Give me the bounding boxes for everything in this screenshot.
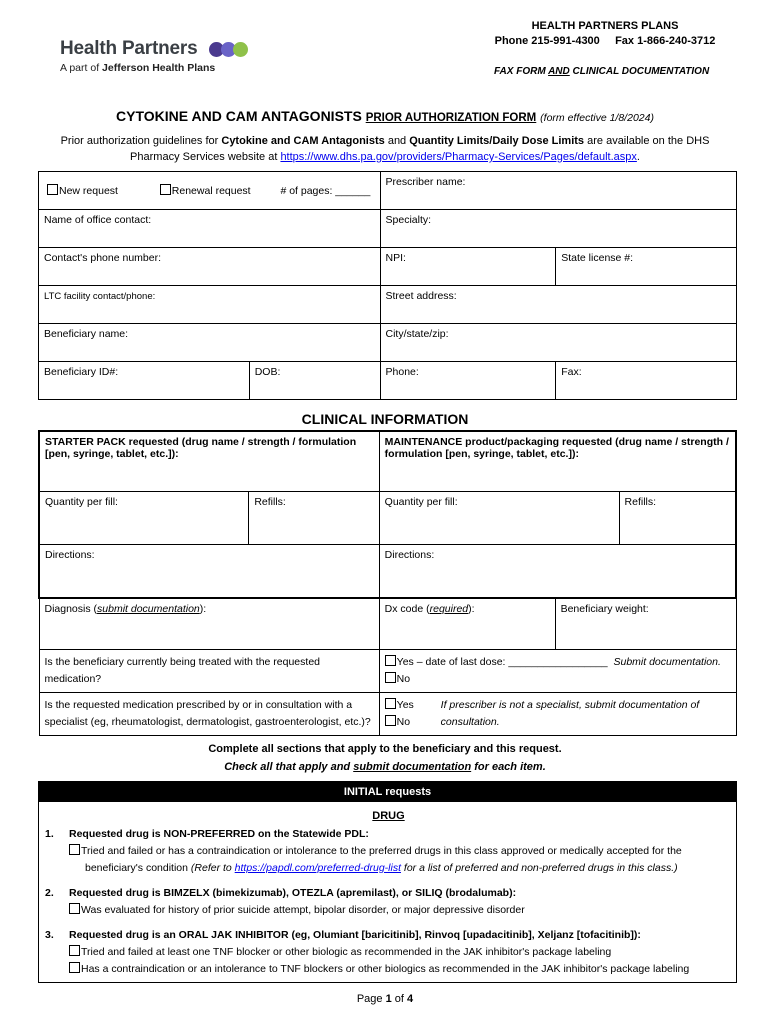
instructions-line1: Complete all sections that apply to the beneficiary and this request.: [208, 743, 562, 755]
dx-label-a: Dx code (: [384, 603, 430, 615]
starter-refills-field[interactable]: [249, 491, 379, 544]
maint-refills-field[interactable]: [619, 491, 736, 544]
city-state-zip-field[interactable]: [380, 324, 736, 362]
item1-opt1-label: Tried and failed or has a contraindication or intolerance to the preferred drugs in this class approved or medically accepted for the: [81, 845, 682, 857]
dhs-link[interactable]: https://www.dhs.pa.gov/providers/Pharmacy-Services/Pages/default.aspx: [280, 151, 637, 163]
office-contact-label: Name of office contact:: [44, 214, 152, 226]
request-info-table: [38, 171, 737, 400]
logo-tagline-prefix: A part of: [60, 62, 103, 74]
item3-opt2-checkbox[interactable]: [69, 962, 80, 973]
instructions-line2-u: submit documentation: [353, 761, 472, 773]
current-no-checkbox[interactable]: [385, 672, 396, 683]
logo-tagline: [60, 62, 248, 74]
logo-dots-icon: [209, 42, 248, 57]
new-request-checkbox[interactable]: [47, 184, 58, 195]
starter-qty-field[interactable]: [39, 491, 249, 544]
npi-label: NPI:: [385, 252, 406, 264]
initial-item-2: [45, 885, 735, 919]
num-pages-field[interactable]: # of pages: ______: [280, 185, 371, 197]
dob-label: DOB:: [254, 366, 281, 378]
dob-field[interactable]: [249, 362, 380, 400]
npi-field[interactable]: [380, 248, 556, 286]
page-label: Page: [356, 993, 386, 1005]
intro-t3: are available on the DHS: [584, 135, 710, 147]
beneficiary-id-field[interactable]: [39, 362, 250, 400]
item1-heading: Requested drug is NON-PREFERRED on the Statewide PDL:: [69, 828, 369, 840]
item3-opt1-checkbox[interactable]: [69, 945, 80, 956]
form-title: [0, 108, 770, 124]
city-state-zip-label: City/state/zip:: [385, 328, 449, 340]
dx-label-u: required: [429, 603, 469, 615]
instructions-line2: [0, 758, 770, 776]
intro-text: [20, 133, 750, 165]
clinical-title: CLINICAL INFORMATION: [301, 411, 469, 427]
item3-opt1-label: Tried and failed at least one TNF blocker or other biologic as recommended in the JAK inhibitor's package labeling: [81, 946, 612, 958]
initial-item-1: [45, 826, 735, 877]
page-current: 1: [385, 993, 392, 1005]
street-address-label: Street address:: [385, 290, 457, 302]
fax-form-a: FAX FORM: [494, 66, 549, 77]
maint-directions-field[interactable]: [379, 544, 736, 598]
item1-cont-i1: (Refer to: [190, 862, 235, 874]
instructions: [0, 740, 770, 776]
item1-num: 1.: [45, 828, 54, 840]
new-request-label: New request: [59, 185, 118, 197]
org-phone: Phone 215-991-4300: [494, 35, 600, 47]
fax-field[interactable]: [556, 362, 737, 400]
logo-tagline-bold: Jefferson Health Plans: [102, 62, 216, 74]
intro-t5: .: [636, 151, 640, 163]
specialist-note: If prescriber is not a specialist, submit documentation of consultation.: [440, 698, 700, 728]
specialist-question: [39, 692, 379, 735]
item2-heading: Requested drug is BIMZELX (bimekizumab), OTEZLA (apremilast), or SILIQ (brodalumab):: [69, 887, 517, 899]
current-treatment-answers: [379, 649, 736, 692]
diagnosis-label-u: submit documentation: [97, 603, 200, 615]
diagnosis-field[interactable]: [39, 598, 379, 649]
fax-label: Fax:: [561, 366, 582, 378]
maint-qty-label: Quantity per fill:: [384, 495, 458, 508]
current-yes-checkbox[interactable]: [385, 655, 396, 666]
intro-t1: Prior authorization guidelines for: [60, 135, 222, 147]
starter-qty-label: Quantity per fill:: [45, 495, 118, 508]
org-contact: [480, 35, 730, 47]
submit-doc-note: Submit documentation.: [613, 655, 721, 668]
state-license-field[interactable]: [556, 248, 737, 286]
beneficiary-name-label: Beneficiary name:: [44, 328, 129, 340]
current-treatment-label: Is the beneficiary currently being treated with the requested medication?: [44, 655, 320, 685]
ltc-label: LTC facility contact/phone:: [44, 291, 156, 302]
specialty-label: Specialty:: [385, 214, 432, 226]
instructions-line2-a: Check all that apply and: [224, 761, 354, 773]
office-contact-field[interactable]: [39, 210, 381, 248]
specialist-no-label: No: [396, 715, 411, 728]
maint-qty-field[interactable]: [379, 491, 619, 544]
phone-label: Phone:: [385, 366, 419, 378]
current-yes-label: Yes – date of last dose: _________________: [396, 655, 608, 668]
item1-cont-a: beneficiary's condition: [85, 862, 191, 874]
specialty-field[interactable]: [380, 210, 736, 248]
org-fax: Fax 1-866-240-3712: [615, 35, 716, 47]
beneficiary-weight-field[interactable]: [555, 598, 736, 649]
street-address-field[interactable]: [380, 286, 736, 324]
item1-opt1-checkbox[interactable]: [69, 844, 80, 855]
intro-t2: and: [384, 135, 410, 147]
maint-refills-label: Refills:: [624, 495, 657, 508]
pdl-link[interactable]: https://papdl.com/preferred-drug-list: [234, 862, 401, 874]
contact-phone-field[interactable]: [39, 248, 381, 286]
current-no-label: No: [396, 672, 411, 685]
org-header: [480, 20, 730, 47]
specialist-yes-checkbox[interactable]: [385, 698, 396, 709]
initial-requests-bar: INITIAL requests: [39, 782, 736, 802]
title-effective: (form effective 1/8/2024): [540, 112, 654, 124]
diagnosis-label-b: ):: [199, 603, 207, 615]
item3-opt2-label: Has a contraindication or an intolerance to TNF blockers or other biologics as recommended in the JAK inhibitor's package labeling: [81, 963, 690, 975]
prescriber-name-label: Prescriber name:: [385, 176, 466, 188]
item3-heading: Requested drug is an ORAL JAK INHIBITOR (eg, Olumiant [baricitinib], Rinvoq [upadacitinib], Xeljanz [tofacitinib]):: [69, 929, 641, 941]
starter-refills-label: Refills:: [254, 495, 286, 508]
title-sub: PRIOR AUTHORIZATION FORM: [365, 112, 537, 124]
weight-label: Beneficiary weight:: [560, 603, 649, 615]
starter-directions-label: Directions:: [45, 548, 95, 561]
fax-form-and: AND: [548, 66, 570, 77]
item3-num: 3.: [45, 929, 54, 941]
item2-num: 2.: [45, 887, 54, 899]
fax-form-label: [494, 66, 709, 77]
renewal-request-checkbox[interactable]: [160, 184, 171, 195]
beneficiary-id-label: Beneficiary ID#:: [44, 366, 119, 378]
contact-phone-label: Contact's phone number:: [44, 252, 161, 264]
dx-label-b: ):: [468, 603, 475, 615]
page-number: [0, 993, 770, 1005]
maint-directions-label: Directions:: [384, 548, 435, 561]
starter-pack-label: STARTER PACK requested (drug name / strength / formulation [pen, syringe, tablet, etc.]):: [45, 436, 357, 460]
page-total: 4: [407, 993, 414, 1005]
starter-directions-field[interactable]: [39, 544, 379, 598]
maintenance-label: MAINTENANCE product/packaging requested (drug name / strength / formulation [pen, syringe, tablet, etc.]):: [384, 436, 729, 460]
instructions-line2-b: for each item.: [471, 761, 546, 773]
specialist-answers: [379, 692, 736, 735]
page-of: of: [391, 993, 408, 1005]
intro-b2: Quantity Limits/Daily Dose Limits: [409, 135, 585, 147]
intro-t4: Pharmacy Services website at: [130, 151, 281, 163]
item2-opt1-checkbox[interactable]: [69, 903, 80, 914]
ltc-field[interactable]: [39, 286, 381, 324]
dx-code-field[interactable]: [379, 598, 555, 649]
item1-cont-i2: for a list of preferred and non-preferred drugs in this class.): [401, 862, 678, 874]
title-main: CYTOKINE AND CAM ANTAGONISTS: [116, 108, 362, 124]
current-treatment-question: [39, 649, 379, 692]
renewal-request-label: Renewal request: [171, 185, 251, 197]
clinical-table: [38, 430, 737, 736]
maintenance-field[interactable]: [379, 431, 736, 491]
item2-opt1-label: Was evaluated for history of prior suicide attempt, bipolar disorder, or major depressive disorder: [81, 904, 525, 916]
request-type-cell: [39, 172, 381, 210]
specialist-question-label: Is the requested medication prescribed by or in consultation with a specialist (eg, rheumatologist, dermatologist, gastroenterologist, etc.)?: [44, 698, 371, 728]
initial-requests-box: [38, 781, 737, 983]
starter-pack-field[interactable]: [39, 431, 379, 491]
beneficiary-name-field[interactable]: [39, 324, 381, 362]
logo-dot-3: [233, 42, 248, 57]
specialist-yes-label: Yes: [396, 698, 414, 711]
diagnosis-label-a: Diagnosis (: [44, 603, 98, 615]
logo: [60, 38, 248, 74]
intro-b1: Cytokine and CAM Antagonists: [221, 135, 385, 147]
specialist-no-checkbox[interactable]: [385, 715, 396, 726]
fax-form-b: CLINICAL DOCUMENTATION: [569, 66, 710, 77]
initial-item-3: [45, 927, 735, 978]
org-name: HEALTH PARTNERS PLANS: [531, 20, 679, 32]
state-license-label: State license #:: [561, 252, 634, 264]
logo-name: Health Partners: [60, 38, 198, 59]
prescriber-name-field[interactable]: [380, 172, 736, 210]
phone-field[interactable]: [380, 362, 556, 400]
drug-heading: DRUG: [372, 810, 405, 822]
